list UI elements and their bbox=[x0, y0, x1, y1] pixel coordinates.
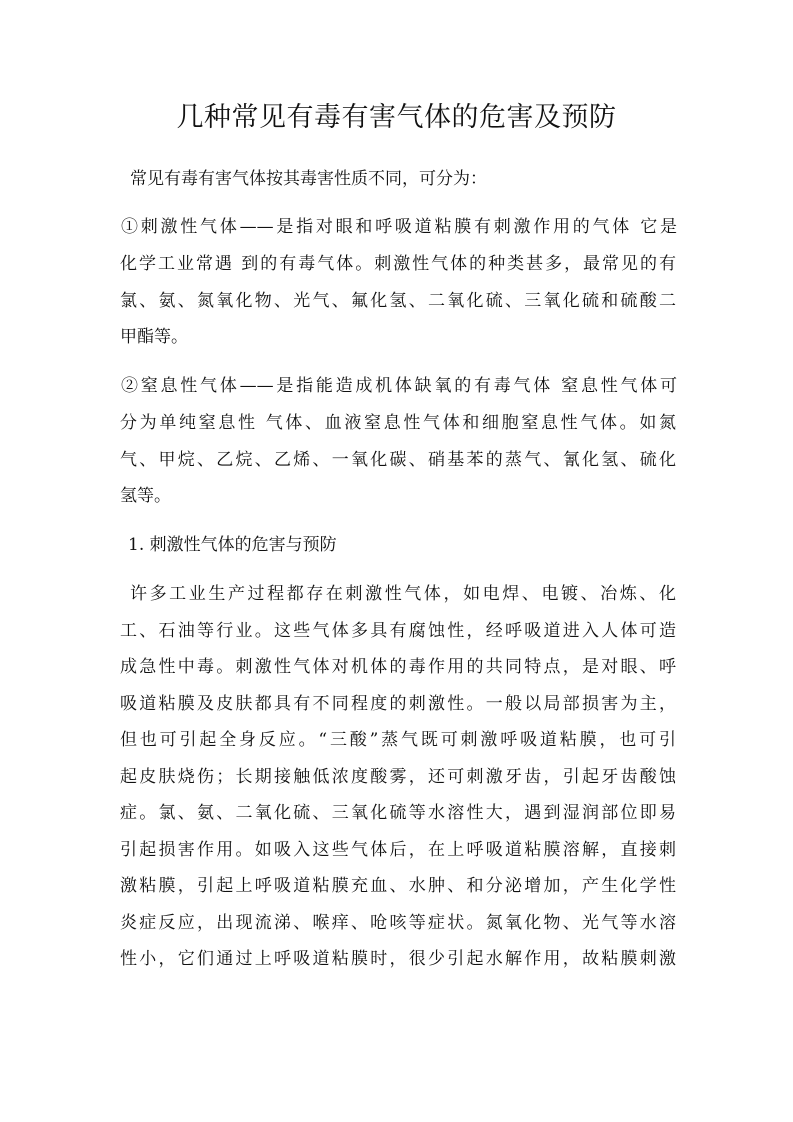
asphyxiant-gas-line-4: 氢等。 bbox=[120, 486, 171, 506]
section-1-line-8: 引起损害作用。如吸入这些气体后，在上呼吸道粘膜溶解，直接刺 bbox=[120, 840, 676, 860]
section-1-line-7: 症。氯、氨、二氧化硫、三氧化硫等水溶性大，遇到湿润部位即易 bbox=[120, 803, 676, 823]
section-1-line-3: 成急性中毒。刺激性气体对机体的毒作用的共同特点，是对眼、呼 bbox=[120, 657, 676, 677]
asphyxiant-gas-line-2: 分为单纯窒息性 气体、血液窒息性气体和细胞窒息性气体。如氮 bbox=[120, 413, 676, 433]
asphyxiant-gas-line-1: ②窒息性气体——是指能造成机体缺氧的有毒气体 窒息性气体可 bbox=[121, 376, 677, 396]
document-title: 几种常见有毒有害气体的危害及预防 bbox=[176, 102, 617, 133]
irritant-gas-line-1: ①刺激性气体——是指对眼和呼吸道粘膜有刺激作用的气体 它是 bbox=[121, 217, 677, 237]
section-1-heading: 1. 刺激性气体的危害与预防 bbox=[128, 535, 337, 555]
section-1-line-4: 吸道粘膜及皮肤都具有不同程度的刺激性。一般以局部损害为主， bbox=[120, 694, 676, 714]
section-1-line-6: 起皮肤烧伤；长期接触低浓度酸雾，还可刺激牙齿，引起牙齿酸蚀 bbox=[120, 767, 676, 787]
section-1-line-2: 工、石油等行业。这些气体多具有腐蚀性，经呼吸道进入人体可造 bbox=[120, 621, 676, 641]
irritant-gas-line-3: 氯、氨、氮氧化物、光气、氟化氢、二氧化硫、三氧化硫和硫酸二 bbox=[120, 291, 676, 311]
section-1-line-9: 激粘膜，引起上呼吸道粘膜充血、水肿、和分泌增加，产生化学性 bbox=[120, 876, 676, 896]
section-1-line-11: 性小，它们通过上呼吸道粘膜时，很少引起水解作用，故粘膜刺激 bbox=[120, 949, 676, 969]
section-1-line-5: 但也可引起全身反应。“三酸”蒸气既可刺激呼吸道粘膜，也可引 bbox=[120, 730, 676, 750]
irritant-gas-line-4: 甲酯等。 bbox=[120, 327, 188, 347]
intro-line-1: 常见有毒有害气体按其毒害性质不同，可分为： bbox=[130, 169, 487, 189]
section-1-line-1: 许多工业生产过程都存在刺激性气体，如电焊、电镀、冶炼、化 bbox=[130, 584, 676, 604]
asphyxiant-gas-line-3: 气、甲烷、乙烷、乙烯、一氧化碳、硝基苯的蒸气、氰化氢、硫化 bbox=[120, 450, 676, 470]
irritant-gas-line-2: 化学工业常遇 到的有毒气体。刺激性气体的种类甚多，最常见的有 bbox=[120, 254, 676, 274]
section-1-line-10: 炎症反应，出现流涕、喉痒、呛咳等症状。氮氧化物、光气等水溶 bbox=[120, 913, 676, 933]
